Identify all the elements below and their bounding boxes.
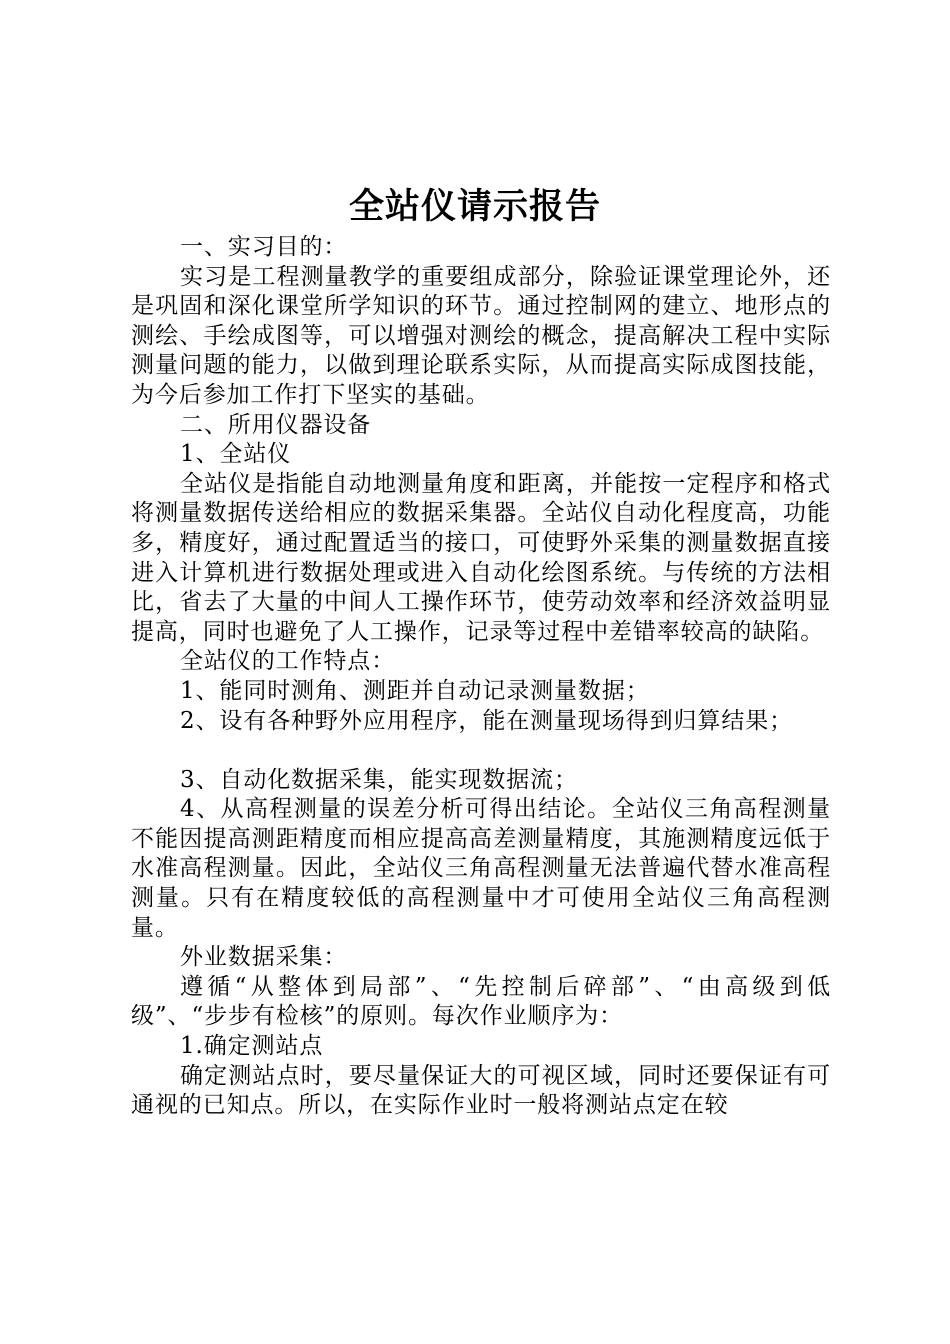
list-item-feature-1: 1、能同时测角、测距并自动记录测量数据； [180,677,650,704]
document-title: 全站仪请示报告 [348,187,601,227]
subheading-field-data: 外业数据采集： [180,944,348,971]
list-item-feature-3: 3、自动化数据采集，能实现数据流； [180,766,578,793]
paragraph-total-station: 全站仪是指能自动地测量角度和距离，并能按一定程序和格式将测量数据传送给相应的数据采集器。全站仪自动化程度高，功能多，精度好，通过配置适当的接口，可使野外采集的测量数据直接进入计算机进行数据处理或进入自动化绘图系统。与传统的方法相比，省去了大量的中间人工操作环节，使劳动效率和经济效益明显提高，同时也避免了人工操作，记录等过程中差错率较高的缺陷。 [131,470,831,645]
subheading-total-station: 1、全站仪 [180,441,292,468]
blank-line [131,736,831,766]
paragraph-purpose: 实习是工程测量教学的重要组成部分，除验证课堂理论外，还是巩固和深化课堂所学知识的环节。通过控制网的建立、地形点的测绘、手绘成图等，可以增强对测绘的概念，提高解决工程中实际测量问题的能力，以做到理论联系实际，从而提高实际成图技能，为今后参加工作打下坚实的基础。 [131,263,831,408]
section-heading-purpose: 一、实习目的： [180,234,348,260]
list-item-feature-2: 2、设有各种野外应用程序，能在测量现场得到归算结果； [180,707,794,734]
document-body [131,233,831,1121]
paragraph-station-point: 确定测站点时，要尽量保证大的可视区域，同时还要保证有可通视的已知点。所以，在实际作业时一般将测站点定在较 [131,1062,831,1119]
list-item-feature-4: 4、从高程测量的误差分析可得出结论。全站仪三角高程测量不能因提高测距精度而相应提高高差测量精度，其施测精度远低于水准高程测量。因此，全站仪三角高程测量无法普遍代替水准高程测量。只有在精度较低的高程测量中才可使用全站仪三角高程测量。 [131,796,831,941]
subheading-features: 全站仪的工作特点： [180,648,396,675]
paragraph-principles: 遵循“从整体到局部”、“先控制后碎部”、“由高级到低级”、“步步有检核”的原则。每次作业顺序为： [131,973,831,1030]
section-heading-equipment: 二、所用仪器设备 [180,411,372,438]
subheading-station-point: 1.确定测站点 [180,1033,324,1060]
